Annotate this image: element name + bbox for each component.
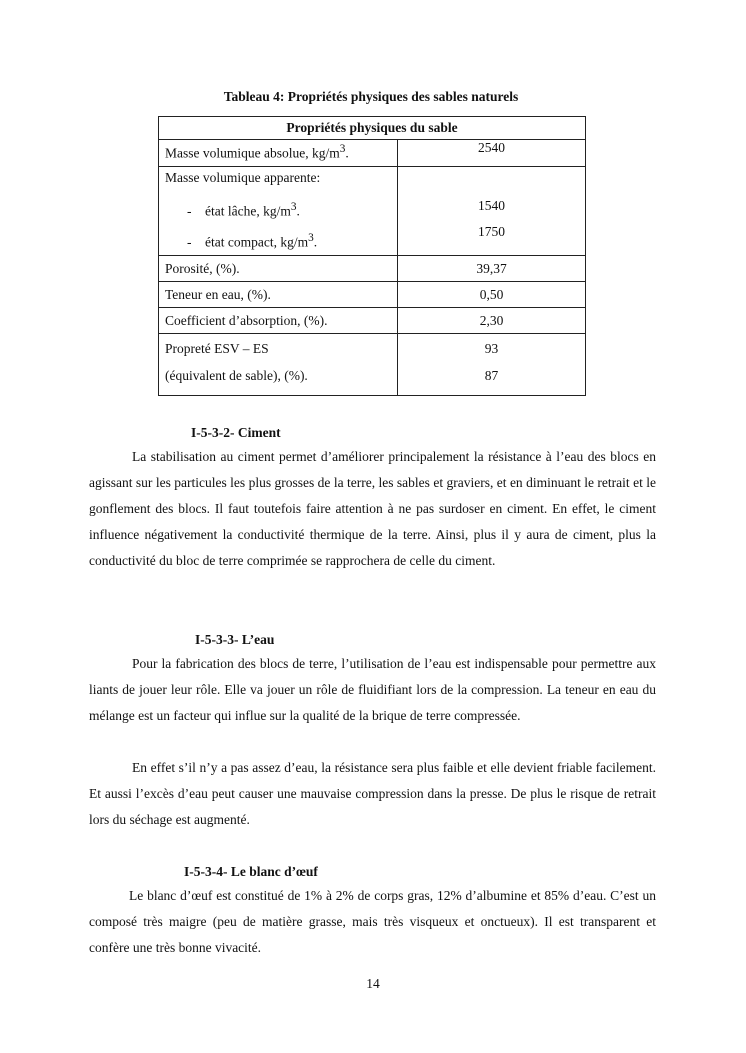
section-heading-ciment: I-5-3-2- Ciment	[191, 425, 281, 440]
paragraph-ciment: La stabilisation au ciment permet d’améliorer principalement la résistance à l’eau des blocs en agissant sur les particules les plus grosses de la terre, les sables et graviers, et en diminuant le retrait et le gonflement des blocs. Il faut toutefois faire attention à ne pas surdoser en ciment. En effet, le ciment influence négativement la conductivité thermique de la terre. Ainsi, plus il y aura de ciment, plus la conductivité du bloc de terre comprimée se rapprochera de celle du ciment.	[89, 449, 656, 568]
table-row: Coefficient d’absorption, (%).	[159, 308, 398, 334]
table-row: Teneur en eau, (%).	[159, 282, 398, 308]
table-row: Propreté ESV – ES (équivalent de sable), (%).	[159, 334, 398, 396]
page-number: 14	[366, 976, 380, 991]
table-value: 2540	[398, 140, 586, 167]
table-value: 1540 1750	[398, 167, 586, 256]
table-row: Porosité, (%).	[159, 256, 398, 282]
table-value: 39,37	[398, 256, 586, 282]
paragraph-eau-1: Pour la fabrication des blocs de terre, l’utilisation de l’eau est indispensable pour permettre aux liants de jouer leur rôle. Elle va jouer un rôle de fluidifiant lors de la compression. La teneur en eau du mélange est un facteur qui influe sur la qualité de la brique de terre compressée.	[89, 656, 656, 723]
section-heading-eau: I-5-3-3- L’eau	[195, 632, 275, 647]
table-row: Masse volumique apparente: - état lâche, $kg/m^3$. - état compact, $kg/m^3$.	[159, 167, 398, 256]
table-row: Masse volumique absolue, $kg/m^3$.	[159, 140, 398, 167]
paragraph-blanc-oeuf: Le blanc d’œuf est constitué de 1% à 2% de corps gras, 12% d’albumine et 85% d’eau. C’est un composé très maigre (peu de matière grasse, mais très visqueux et onctueux). Il est transparent et confère une très bonne vivacité.	[89, 888, 656, 955]
section-heading-blanc-oeuf: I-5-3-4- Le blanc d’œuf	[184, 864, 318, 879]
table-value: 0,50	[398, 282, 586, 308]
table-header: Propriétés physiques du sable	[159, 117, 586, 140]
table-value: 93 87	[398, 334, 586, 396]
sand-properties-table	[158, 116, 586, 396]
table-value: 2,30	[398, 308, 586, 334]
table-caption: Tableau 4: Propriétés physiques des sables naturels	[223, 89, 519, 104]
paragraph-eau-2: En effet s’il n’y a pas assez d’eau, la résistance sera plus faible et elle devient friable facilement. Et aussi l’excès d’eau peut causer une mauvaise compression dans la presse. De plus le risque de retrait lors du séchage est augmenté.	[89, 760, 656, 827]
